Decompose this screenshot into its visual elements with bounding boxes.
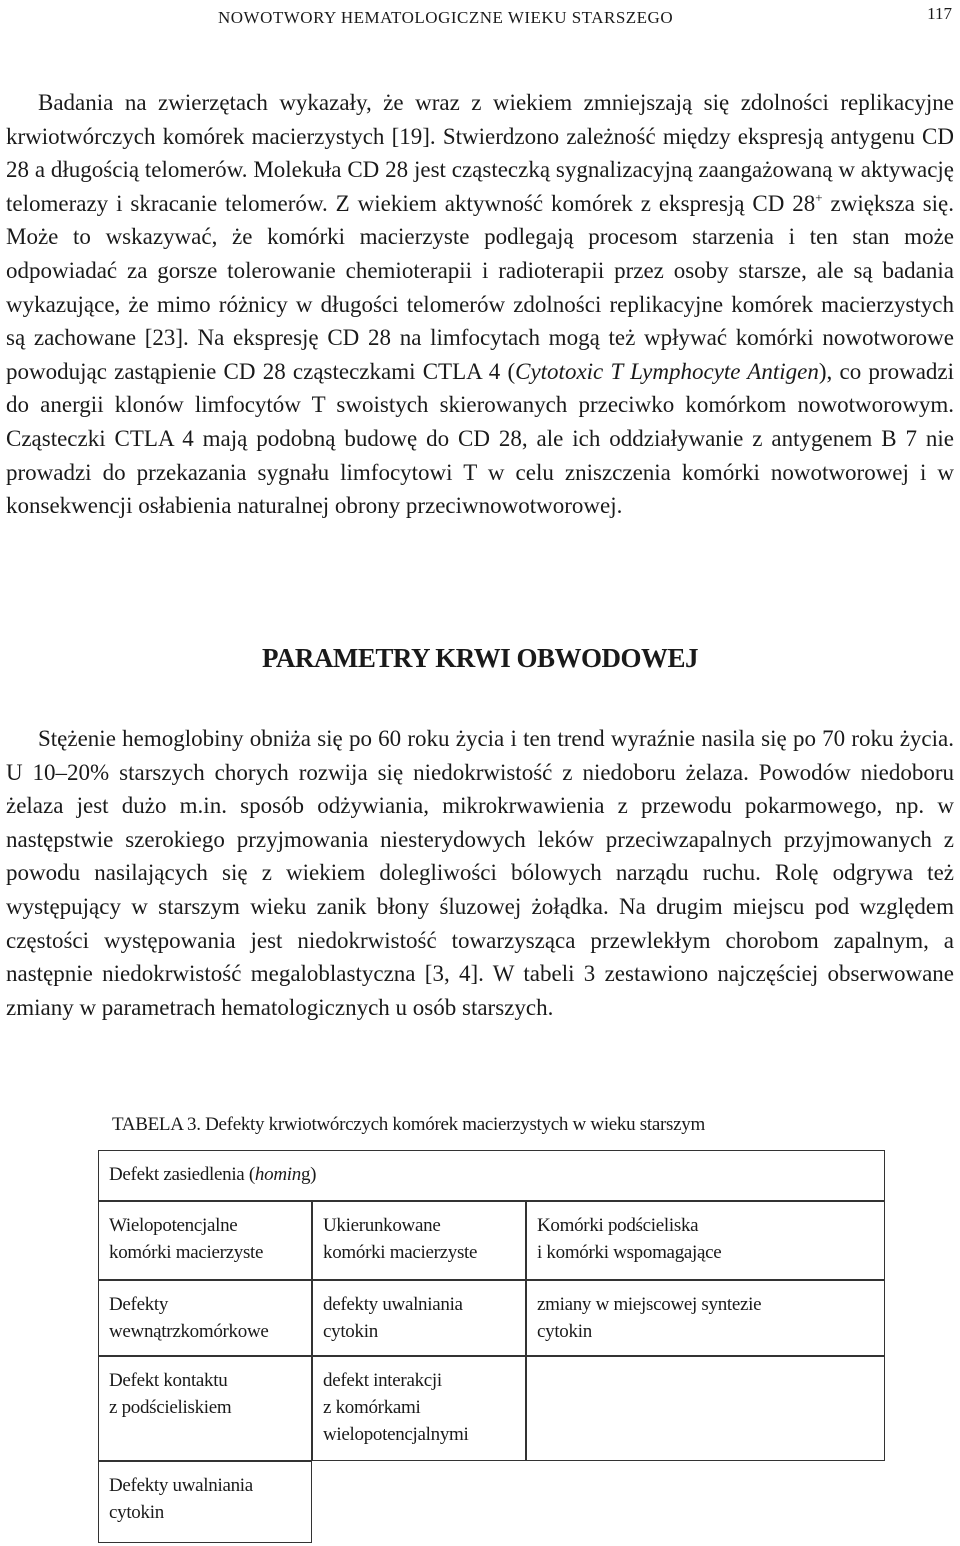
cell-line: cytokin [537, 1321, 592, 1342]
cell-line: defekt interakcji [323, 1370, 442, 1391]
cell-line: Wielopotencjalne [109, 1215, 238, 1236]
paragraph-blood-parameters: Stężenie hemoglobiny obniża się po 60 roku życia i ten trend wyraźnie nasila się po 70 roku życia. U 10–20% starszych chorych rozwija się niedokrwistość z niedoboru żelaza. Powodów niedoboru żelaza jest dużo m.in. sposób odżywiania, mikrokrwawienia z przewodu pokarmowego, np. w następstwie szerokiego przyjmowania niesterydowych leków przeciwzapalnych przyjmowanych z powodu nasilających się z wiekiem dolegliwości bólowych narządu ruchu. Rolę odgrywa też występujący w starszym wieku zanik błony śluzowej żołądka. Na drugim miejscu pod względem częstości występowania jest niedokrwistość towarzysząca przewlekłym chorobom zapalnym, a następnie niedokrwistość megaloblastyczna [3, 4]. W tabeli 3 zestawiono najczęściej obserwowane zmiany w parametrach hematologicznych u osób starszych. [6, 726, 954, 1020]
table-cell-committed-stem-cells [312, 1201, 526, 1280]
paragraph-text: Badania na zwierzętach wykazały, że wraz z wiekiem zmniejszają się zdolności replikacyjne krwiotwórczych komórek macierzystych [19]. Stwierdzono zależność między ekspresją antygenu CD 28 a długością telomerów. Molekuła CD 28 jest cząsteczką sygnalizacyjną zaangażowaną w aktywację telomerazy i skracanie telomerów. Z wiekiem aktywność komórek z ekspresją CD 28 [6, 90, 954, 216]
cell-line: zmiany w miejscowej syntezie [537, 1294, 762, 1315]
cell-line: defekty uwalniania [323, 1294, 463, 1315]
cell-line: cytokin [323, 1321, 378, 1342]
table-cell-cytokine-release-defects-2 [98, 1461, 312, 1543]
cell-line: Defekty uwalniania [109, 1475, 253, 1496]
table-cell-homing-defect [98, 1150, 885, 1201]
cell-text: Defekt zasiedlenia ( [109, 1164, 255, 1185]
cell-line: cytokin [109, 1502, 164, 1523]
table-cell-intracellular-defects [98, 1280, 312, 1356]
paragraph-text: zwiększa się. Może to wskazywać, że komórki macierzyste podlegają procesom starzenia i ten stan może odpowiadać za gorsze tolerowanie chemioterapii i radioterapii przez osoby starsze, ale są badania wykazujące, że mimo różnicy w długości telomerów zdolności replikacyjne komórek macierzystych są zachowane [23]. Na ekspresję CD 28 na limfocytach mogą też wpływać komórki nowotworowe powodując zastąpienie CD 28 cząsteczkami CTLA 4 ( [6, 190, 955, 384]
running-header [0, 4, 960, 32]
paragraph-stem-cells [6, 86, 954, 523]
running-title: NOWOTWORY HEMATOLOGICZNE WIEKU STARSZEGO [218, 8, 674, 27]
page-number: 117 [927, 4, 952, 23]
cell-line: Ukierunkowane [323, 1215, 441, 1236]
table-cell-empty [526, 1356, 885, 1461]
cell-line: z komórkami [323, 1397, 421, 1418]
cell-line: komórki macierzyste [323, 1242, 478, 1263]
cell-line: Defekty [109, 1294, 169, 1315]
italic-term: Cytotoxic T Lymphocyte Antigen [515, 358, 819, 384]
paragraph-text: ), co prowadzi do anergii klonów limfocytów T swoistych skierowanych przeciwko komórkom nowotworowym. Cząsteczki CTLA 4 mają podobną budowę do CD 28, ale ich oddziaływanie z antygenem B 7 nie prowadzi do przekazania sygnału limfocytowi T w celu zniszczenia komórki nowotworowej i w konsekwencji osłabienia naturalnej obrony przeciwnowotworowej. [6, 358, 954, 519]
table-caption: TABELA 3. Defekty krwiotwórczych komórek macierzystych w wieku starszym [112, 1114, 705, 1135]
cell-line: komórki macierzyste [109, 1242, 264, 1263]
table-cell-local-cytokine-synthesis [526, 1280, 885, 1356]
cell-line: Defekt kontaktu [109, 1370, 228, 1391]
superscript-plus: + [815, 189, 823, 205]
cell-text: g) [300, 1164, 317, 1185]
cell-line: wielopotencjalnymi [323, 1424, 469, 1445]
table-cell-multipotent-stem-cells [98, 1201, 312, 1280]
cell-line: Komórki podścieliska [537, 1215, 699, 1236]
cell-line: wewnątrzkomórkowe [109, 1321, 269, 1342]
cell-line: z podścieliskiem [109, 1397, 232, 1418]
cell-line: i komórki wspomagające [537, 1242, 722, 1263]
section-heading: PARAMETRY KRWI OBWODOWEJ [261, 643, 699, 673]
table-cell-cytokine-release-defects [312, 1280, 526, 1356]
table-cell-interaction-defect [312, 1356, 526, 1461]
cell-italic-text: homin [254, 1164, 301, 1185]
table-cell-stromal-cells [526, 1201, 885, 1280]
table-cell-stroma-contact-defect [98, 1356, 312, 1461]
